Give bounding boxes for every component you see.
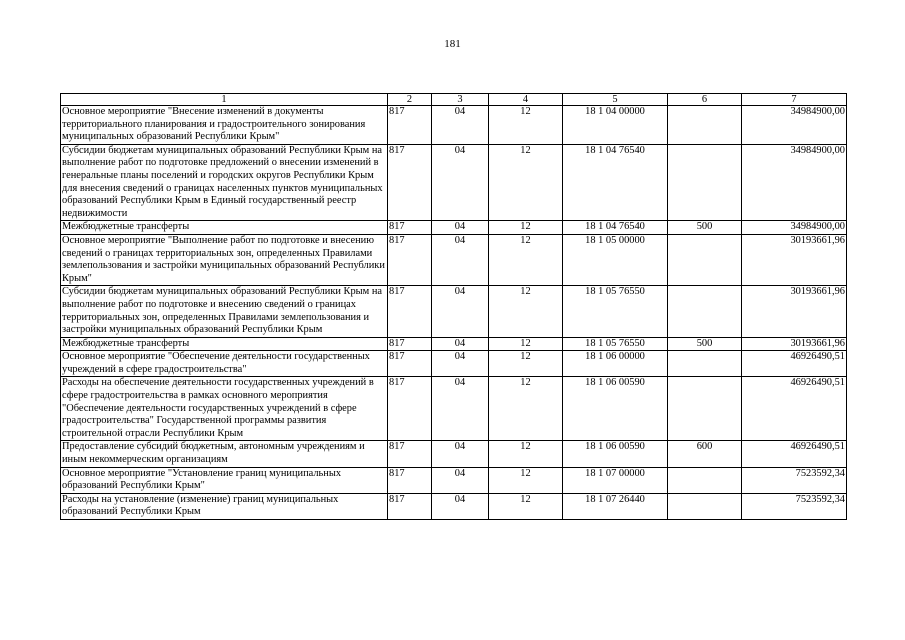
item-name: Основное мероприятие "Внесение изменений в документы территориального планирования и градостроительного зонирования муниципальных образований Республики Крым" <box>61 106 388 145</box>
col-header-6: 6 <box>668 94 742 106</box>
amount: 46926490,51 <box>742 351 847 377</box>
section-code: 04 <box>432 144 489 221</box>
grbs-code: 817 <box>388 377 432 441</box>
expense-type-code <box>668 351 742 377</box>
item-name: Расходы на обеспечение деятельности государственных учреждений в сфере градостроительства в рамках основного мероприятия "Обеспечение деятельности государственных учреждений в сфере градостроительства" Государственной программы развития строительной отрасли Республики Крым <box>61 377 388 441</box>
col-header-2: 2 <box>388 94 432 106</box>
item-name: Межбюджетные трансферты <box>61 337 388 351</box>
page-number: 181 <box>444 38 461 50</box>
expense-type-code <box>668 493 742 519</box>
amount: 30193661,96 <box>742 286 847 337</box>
subsection-code: 12 <box>489 144 563 221</box>
col-header-3: 3 <box>432 94 489 106</box>
amount: 46926490,51 <box>742 441 847 467</box>
item-name: Основное мероприятие "Обеспечение деятельности государственных учреждений в сфере градостроительства" <box>61 351 388 377</box>
amount: 30193661,96 <box>742 337 847 351</box>
target-article-code: 18 1 05 00000 <box>563 234 668 285</box>
subsection-code: 12 <box>489 377 563 441</box>
table-body <box>61 106 847 520</box>
expense-type-code <box>668 377 742 441</box>
target-article-code: 18 1 06 00000 <box>563 351 668 377</box>
col-header-4: 4 <box>489 94 563 106</box>
section-code: 04 <box>432 441 489 467</box>
table-row <box>61 234 847 285</box>
amount: 46926490,51 <box>742 377 847 441</box>
table-row <box>61 351 847 377</box>
section-code: 04 <box>432 106 489 145</box>
table-row <box>61 467 847 493</box>
subsection-code: 12 <box>489 337 563 351</box>
amount: 7523592,34 <box>742 493 847 519</box>
target-article-code: 18 1 05 76550 <box>563 286 668 337</box>
table-row <box>61 337 847 351</box>
target-article-code: 18 1 05 76550 <box>563 337 668 351</box>
amount: 7523592,34 <box>742 467 847 493</box>
target-article-code: 18 1 07 26440 <box>563 493 668 519</box>
subsection-code: 12 <box>489 286 563 337</box>
grbs-code: 817 <box>388 441 432 467</box>
section-code: 04 <box>432 467 489 493</box>
table-row <box>61 493 847 519</box>
grbs-code: 817 <box>388 234 432 285</box>
section-code: 04 <box>432 377 489 441</box>
grbs-code: 817 <box>388 493 432 519</box>
grbs-code: 817 <box>388 286 432 337</box>
grbs-code: 817 <box>388 467 432 493</box>
expense-type-code <box>668 144 742 221</box>
expense-type-code <box>668 234 742 285</box>
item-name: Субсидии бюджетам муниципальных образований Республики Крым на выполнение работ по подготовке предложений о внесении изменений в генеральные планы поселений и городских округов Республики Крым для внесения сведений о границах населенных пунктов муниципальных образований Республики Крым в Единый государственный реестр недвижимости <box>61 144 388 221</box>
target-article-code: 18 1 07 00000 <box>563 467 668 493</box>
expense-type-code <box>668 286 742 337</box>
budget-table <box>60 93 847 520</box>
section-code: 04 <box>432 351 489 377</box>
subsection-code: 12 <box>489 493 563 519</box>
grbs-code: 817 <box>388 106 432 145</box>
subsection-code: 12 <box>489 221 563 235</box>
target-article-code: 18 1 06 00590 <box>563 441 668 467</box>
target-article-code: 18 1 06 00590 <box>563 377 668 441</box>
grbs-code: 817 <box>388 221 432 235</box>
amount: 34984900,00 <box>742 106 847 145</box>
subsection-code: 12 <box>489 234 563 285</box>
grbs-code: 817 <box>388 351 432 377</box>
section-code: 04 <box>432 234 489 285</box>
item-name: Субсидии бюджетам муниципальных образований Республики Крым на выполнение работ по подготовке и внесению сведений о границах территориальных зон, определенных Правилами землепользования и застройки муниципальных образований Республики Крым <box>61 286 388 337</box>
expense-type-code <box>668 106 742 145</box>
expense-type-code: 500 <box>668 337 742 351</box>
section-code: 04 <box>432 286 489 337</box>
target-article-code: 18 1 04 00000 <box>563 106 668 145</box>
section-code: 04 <box>432 221 489 235</box>
header-row <box>61 94 847 106</box>
amount: 30193661,96 <box>742 234 847 285</box>
table-row <box>61 286 847 337</box>
table-row <box>61 221 847 235</box>
table-row <box>61 144 847 221</box>
subsection-code: 12 <box>489 351 563 377</box>
item-name: Основное мероприятие "Установление границ муниципальных образований Республики Крым" <box>61 467 388 493</box>
subsection-code: 12 <box>489 467 563 493</box>
section-code: 04 <box>432 493 489 519</box>
subsection-code: 12 <box>489 106 563 145</box>
subsection-code: 12 <box>489 441 563 467</box>
target-article-code: 18 1 04 76540 <box>563 144 668 221</box>
amount: 34984900,00 <box>742 144 847 221</box>
table-row <box>61 106 847 145</box>
col-header-7: 7 <box>742 94 847 106</box>
grbs-code: 817 <box>388 337 432 351</box>
item-name: Межбюджетные трансферты <box>61 221 388 235</box>
expense-type-code <box>668 467 742 493</box>
amount: 34984900,00 <box>742 221 847 235</box>
table-row <box>61 377 847 441</box>
grbs-code: 817 <box>388 144 432 221</box>
item-name: Расходы на установление (изменение) границ муниципальных образований Республики Крым <box>61 493 388 519</box>
col-header-5: 5 <box>563 94 668 106</box>
item-name: Основное мероприятие "Выполнение работ по подготовке и внесению сведений о границах территориальных зон, определенных Правилами землепользования и застройки муниципальных образований Республики Крым" <box>61 234 388 285</box>
expense-type-code: 500 <box>668 221 742 235</box>
section-code: 04 <box>432 337 489 351</box>
target-article-code: 18 1 04 76540 <box>563 221 668 235</box>
item-name: Предоставление субсидий бюджетным, автономным учреждениям и иным некоммерческим организациям <box>61 441 388 467</box>
col-header-1: 1 <box>61 94 388 106</box>
expense-type-code: 600 <box>668 441 742 467</box>
table-row <box>61 441 847 467</box>
